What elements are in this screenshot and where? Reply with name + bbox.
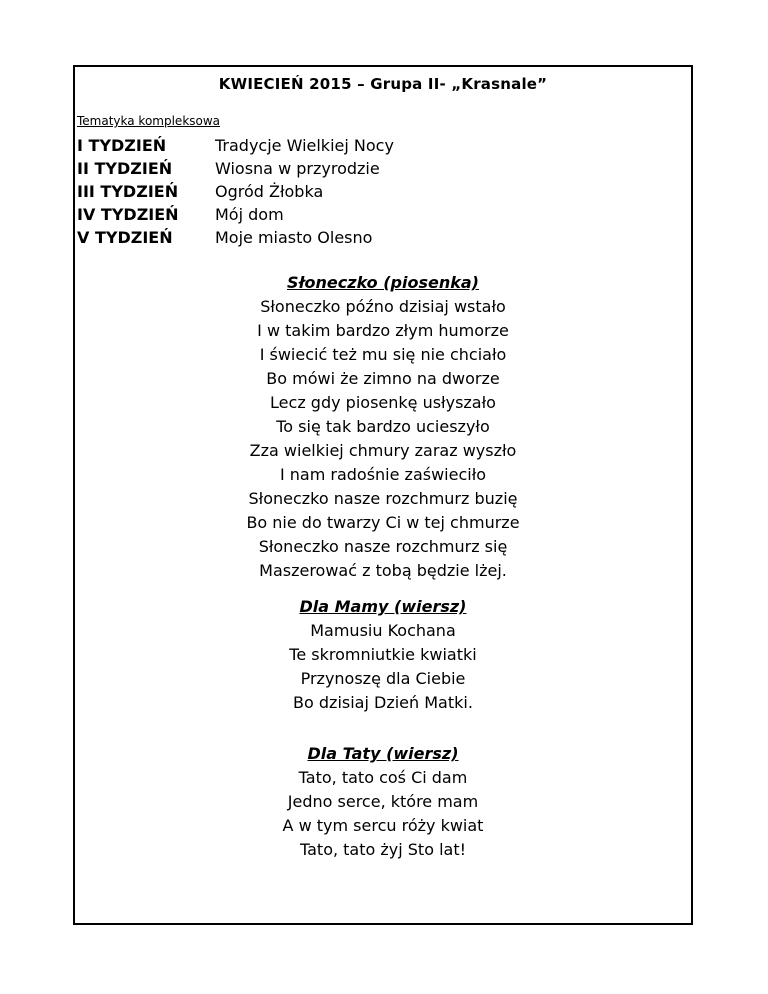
poem-title: Słoneczko (piosenka) [287, 273, 479, 292]
week-topic: Tradycje Wielkiej Nocy [215, 136, 394, 155]
week-row [77, 226, 394, 249]
poem-line: To się tak bardzo ucieszyło [276, 417, 490, 436]
week-label: IV TYDZIEŃ [77, 205, 179, 224]
week-label: III TYDZIEŃ [77, 182, 179, 201]
poem-lines [75, 766, 691, 862]
week-row [77, 203, 394, 226]
poem-line: Słoneczko nasze rozchmurz buzię [248, 489, 518, 508]
poem-line: Tato, tato żyj Sto lat! [299, 840, 467, 859]
poem-line: Lecz gdy piosenkę usłyszało [270, 393, 496, 412]
poem-line: Bo dzisiaj Dzień Matki. [293, 693, 473, 712]
poem-line: Bo nie do twarzy Ci w tej chmurze [246, 513, 520, 532]
week-label: V TYDZIEŃ [77, 228, 173, 247]
week-row [77, 157, 394, 180]
poem-line: Słoneczko nasze rozchmurz się [258, 537, 508, 556]
poem-line: Zza wielkiej chmury zaraz wyszło [249, 441, 517, 460]
poem-line: Jedno serce, które mam [287, 792, 479, 811]
week-row [77, 180, 394, 203]
week-row [77, 134, 394, 157]
poem-line: Mamusiu Kochana [310, 621, 456, 640]
poem-dad [75, 742, 691, 862]
document-title: KWIECIEŃ 2015 – Grupa II- „Krasnale” [218, 75, 548, 93]
poem-mom [75, 595, 691, 715]
poem-lines [75, 295, 691, 583]
week-topic: Mój dom [215, 205, 284, 224]
poem-line: I nam radośnie zaświeciło [279, 465, 487, 484]
section-label: Tematyka kompleksowa [77, 114, 221, 128]
poem-line: Przynoszę dla Ciebie [300, 669, 466, 688]
week-label: II TYDZIEŃ [77, 159, 173, 178]
poem-line: I świecić też mu się nie chciało [259, 345, 507, 364]
document-frame [73, 65, 693, 925]
poem-sun [75, 271, 691, 583]
poem-line: A w tym sercu róży kwiat [282, 816, 484, 835]
poem-line: I w takim bardzo złym humorze [257, 321, 509, 340]
week-label: I TYDZIEŃ [77, 136, 167, 155]
week-topic: Ogród Żłobka [215, 182, 324, 201]
poem-title: Dla Mamy (wiersz) [299, 597, 467, 616]
week-topic: Wiosna w przyrodzie [215, 159, 380, 178]
weekly-themes-list [77, 134, 394, 249]
week-topic: Moje miasto Olesno [215, 228, 373, 247]
poem-line: Maszerować z tobą będzie lżej. [259, 561, 507, 580]
poem-lines [75, 619, 691, 715]
poem-line: Słoneczko późno dzisiaj wstało [260, 297, 506, 316]
poem-line: Tato, tato coś Ci dam [298, 768, 468, 787]
poem-title: Dla Taty (wiersz) [307, 744, 459, 763]
poem-line: Bo mówi że zimno na dworze [266, 369, 500, 388]
poem-line: Te skromniutkie kwiatki [289, 645, 477, 664]
